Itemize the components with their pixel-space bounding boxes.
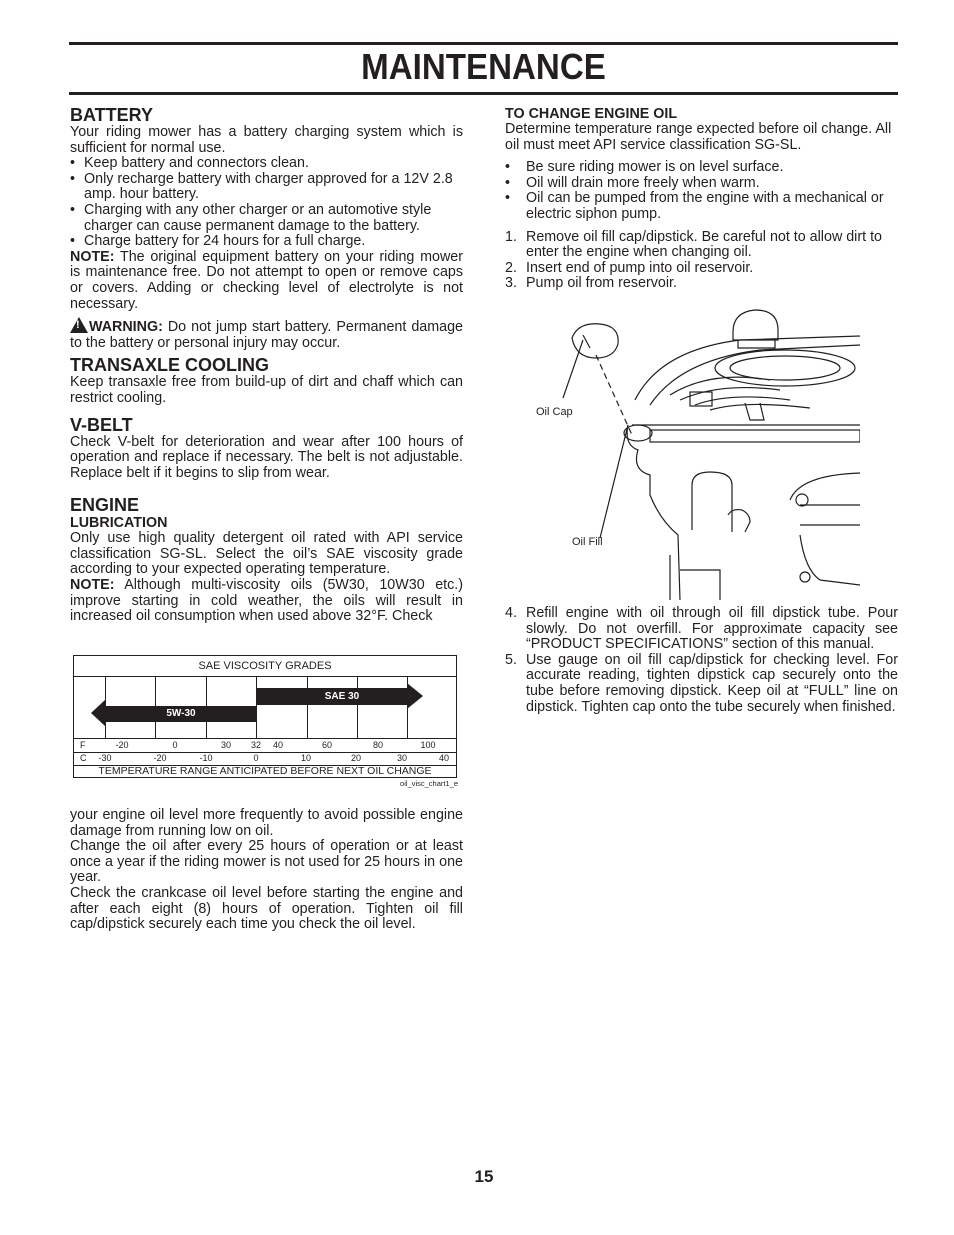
list-item: • Keep battery and connectors clean. <box>70 155 309 172</box>
step-item: 2. Insert end of pump into oil reservoir. <box>505 259 754 276</box>
list-item: • Charging with any other charger or an automotive style charger can cause permanent damage to the battery. <box>70 201 432 234</box>
chart-credit: oil_visc_chart1_e <box>400 779 458 788</box>
engine-change-text: Change the oil after every 25 hours of operation or at least once a year if the riding mower is not used for 25 hours in one year. <box>70 838 463 886</box>
engine-text: Only use high quality detergent oil rated with API service classification SG-SL. Select the oil’s SAE viscosity grade according to your expected operating temperature. <box>70 530 463 578</box>
list-item: • Only recharge battery with charger approved for a 12V 2.8 amp. hour battery. <box>70 170 453 203</box>
engine-illustration-icon <box>520 300 860 600</box>
right-column-continued <box>505 606 898 715</box>
battery-note: NOTE: The original equipment battery on your riding mower is maintenance free. Do not attempt to open or remove caps or covers. Adding or checking level of electrolyte is not necessary. <box>70 248 463 312</box>
grid-line <box>307 677 308 738</box>
warning-triangle-icon <box>70 317 88 333</box>
change-oil-heading: TO CHANGE ENGINE OIL <box>505 106 678 122</box>
left-column <box>70 105 463 625</box>
oil-cap-label: Oil Cap <box>536 406 573 418</box>
transaxle-heading: TRANSAXLE COOLING <box>70 355 270 376</box>
battery-intro: Your riding mower has a battery charging system which is sufficient for normal use. <box>70 124 463 156</box>
change-oil-intro: Determine temperature range expected before oil change. All oil must meet API service classification SG-SL. <box>505 121 892 153</box>
fahrenheit-row: F -20 0 30 32 40 60 80 100 <box>74 738 456 753</box>
chart-xlabel: TEMPERATURE RANGE ANTICIPATED BEFORE NEXT OIL CHANGE <box>98 765 432 777</box>
engine-oil-figure <box>520 300 860 600</box>
engine-section <box>70 495 463 625</box>
bar-5w30: 5W-30 <box>105 706 257 722</box>
celsius-row: C -30 -20 -10 0 10 20 30 40 <box>74 752 456 766</box>
vbelt-text: Check V-belt for deterioration and wear after 100 hours of operation and replace if necessary. The belt is not adjustable. Replace belt if it begins to slip from wear. <box>70 433 463 481</box>
oil-fill-label: Oil Fill <box>572 536 603 548</box>
vbelt-section <box>70 415 463 482</box>
list-item: • Oil will drain more freely when warm. <box>505 174 760 191</box>
engine-continued: your engine oil level more frequently to avoid possible engine damage from running low on oil. <box>70 807 463 839</box>
step-item: 1. Remove oil fill cap/dipstick. Be careful not to allow dirt to enter the engine when changing oil. <box>505 228 882 261</box>
engine-note: NOTE: Although multi-viscosity oils (5W30, 10W30 etc.) improve starting in cold weather, the oils will result in increased oil consumption when used above 32°F. Check <box>70 577 463 625</box>
engine-heading: ENGINE <box>70 495 140 516</box>
page-number: 15 <box>474 1167 494 1186</box>
left-column-continued <box>70 808 463 933</box>
list-item: • Be sure riding mower is on level surface. <box>505 159 784 176</box>
bar-sae30: SAE 30 <box>256 688 408 705</box>
step-item: 3. Pump oil from reservoir. <box>505 275 677 292</box>
battery-warning: !WARNING: Do not jump start battery. Permanent damage to the battery or personal injury may occur. <box>70 317 463 351</box>
grid-line <box>357 677 358 738</box>
page-title: MAINTENANCE <box>361 46 606 87</box>
list-item: • Oil can be pumped from the engine with a mechanical or electric siphon pump. <box>505 190 884 222</box>
right-column <box>505 106 898 292</box>
list-item: • Charge battery for 24 hours for a full charge. <box>70 233 366 250</box>
battery-section <box>70 105 463 351</box>
arrow-right-icon <box>407 683 423 709</box>
step-item: 5. Use gauge on oil fill cap/dipstick for checking level. For accurate reading, tighten dipstick cap securely onto the tube before removing dipstick. Keep oil at “FULL” line on dipstick. Tighten cap onto the tube securely when finished. <box>505 651 898 715</box>
chart-title: SAE VISCOSITY GRADES <box>74 656 456 677</box>
arrow-left-icon <box>91 700 105 726</box>
vbelt-heading: V-BELT <box>70 414 133 435</box>
lubrication-subheading: LUBRICATION <box>70 515 168 532</box>
header-rule-bottom <box>69 92 898 95</box>
header-rule-top <box>69 42 898 45</box>
battery-heading: BATTERY <box>70 105 153 125</box>
transaxle-text: Keep transaxle free from build-up of dirt and chaff which can restrict cooling. <box>70 374 463 406</box>
transaxle-section <box>70 355 463 406</box>
step-item: 4. Refill engine with oil through oil fill dipstick tube. Pour slowly. Do not overfill. For approximate capacity see “PRODUCT SPECIFICATIONS” section of this manual. <box>505 605 898 653</box>
engine-check-text: Check the crankcase oil level before starting the engine and after each eight (8) hours of operation. Tighten oil fill cap/dipstick securely each time you check the oil level. <box>70 884 463 933</box>
sae-viscosity-chart <box>73 655 457 778</box>
